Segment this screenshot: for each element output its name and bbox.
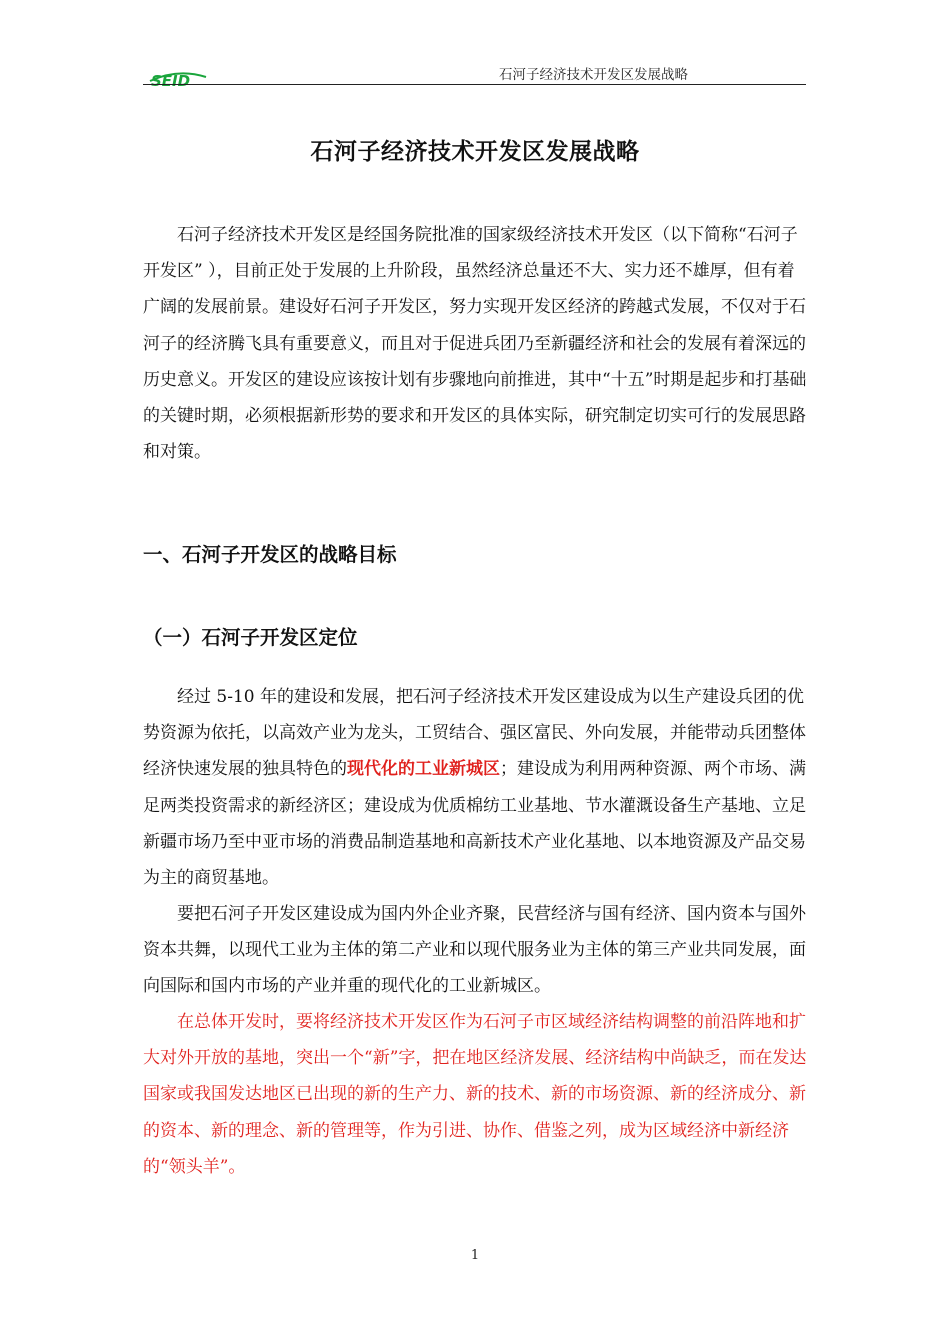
header-title: 石河子经济技术开发区发展战略 (499, 67, 688, 83)
development-paragraph: 在总体开发时，要将经济技术开发区作为石河子市区域经济结构调整的前沿阵地和扩大对外开放的基地，突出一个“新”字，把在地区经济发展、经济结构中尚缺乏，而在发达国家或我国发达地区已出现的新的生产力、新的技术、新的市场资源、新的经济成分、新的资本、新的理念、新的管理等，作为引进、协作、借鉴之列，成为区域经济中新经济的“领头羊”。 (143, 1012, 807, 1177)
document-title: 石河子经济技术开发区发展战略 (310, 138, 640, 165)
subsection-heading: （一）石河子开发区定位 (143, 626, 358, 649)
goal-paragraph: 要把石河子开发区建设成为国内外企业齐聚，民营经济与国有经济、国内资本与国外资本共舞，以现代工业为主体的第二产业和以现代服务业为主体的第三产业共同发展，面向国际和国内市场的产业并重的现代化的工业新城区。 (143, 904, 806, 997)
section-heading: 一、石河子开发区的战略目标 (143, 543, 397, 566)
paragraph-text: 经过 5-10 年的建设和发展，把石河子经济技术开发区建设成为以生产建设兵团的优势资源为依托，以高效产业为龙头，工贸结合、强区富民、外向发展，并能带动兵团整体经济快速发展的独具特色的 (143, 687, 806, 780)
positioning-paragraph (143, 679, 808, 896)
highlight-text: 现代化的工业新城区 (347, 759, 500, 780)
header-rule (143, 84, 806, 85)
logo-text: SEID (151, 72, 191, 88)
page-header (143, 60, 806, 86)
page-number: 1 (470, 1248, 480, 1263)
intro-paragraph: 石河子经济技术开发区是经国务院批准的国家级经济技术开发区（以下简称“石河子开发区” ），目前正处于发展的上升阶段，虽然经济总量还不大、实力还不雄厚，但有着广阔的发展前景。建设好石河子开发区，努力实现开发区经济的跨越式发展，不仅对于石河子的经济腾飞具有重要意义，而且对于促进兵团乃至新疆经济和社会的发展有着深远的历史意义。开发区的建设应该按计划有步骤地向前推进，其中“十五”时期是起步和打基础的关键时期，必须根据新形势的要求和开发区的具体实际，研究制定切实可行的发展思路和对策。 (143, 225, 807, 463)
paragraph-text: ；建设成为利用两种资源、两个市场、满足两类投资需求的新经济区；建设成为优质棉纺工业基地、节水灌溉设备生产基地、立足新疆市场乃至中亚市场的消费品制造基地和高新技术产业化基地、以本地资源及产品交易为主的商贸基地。 (143, 759, 806, 889)
